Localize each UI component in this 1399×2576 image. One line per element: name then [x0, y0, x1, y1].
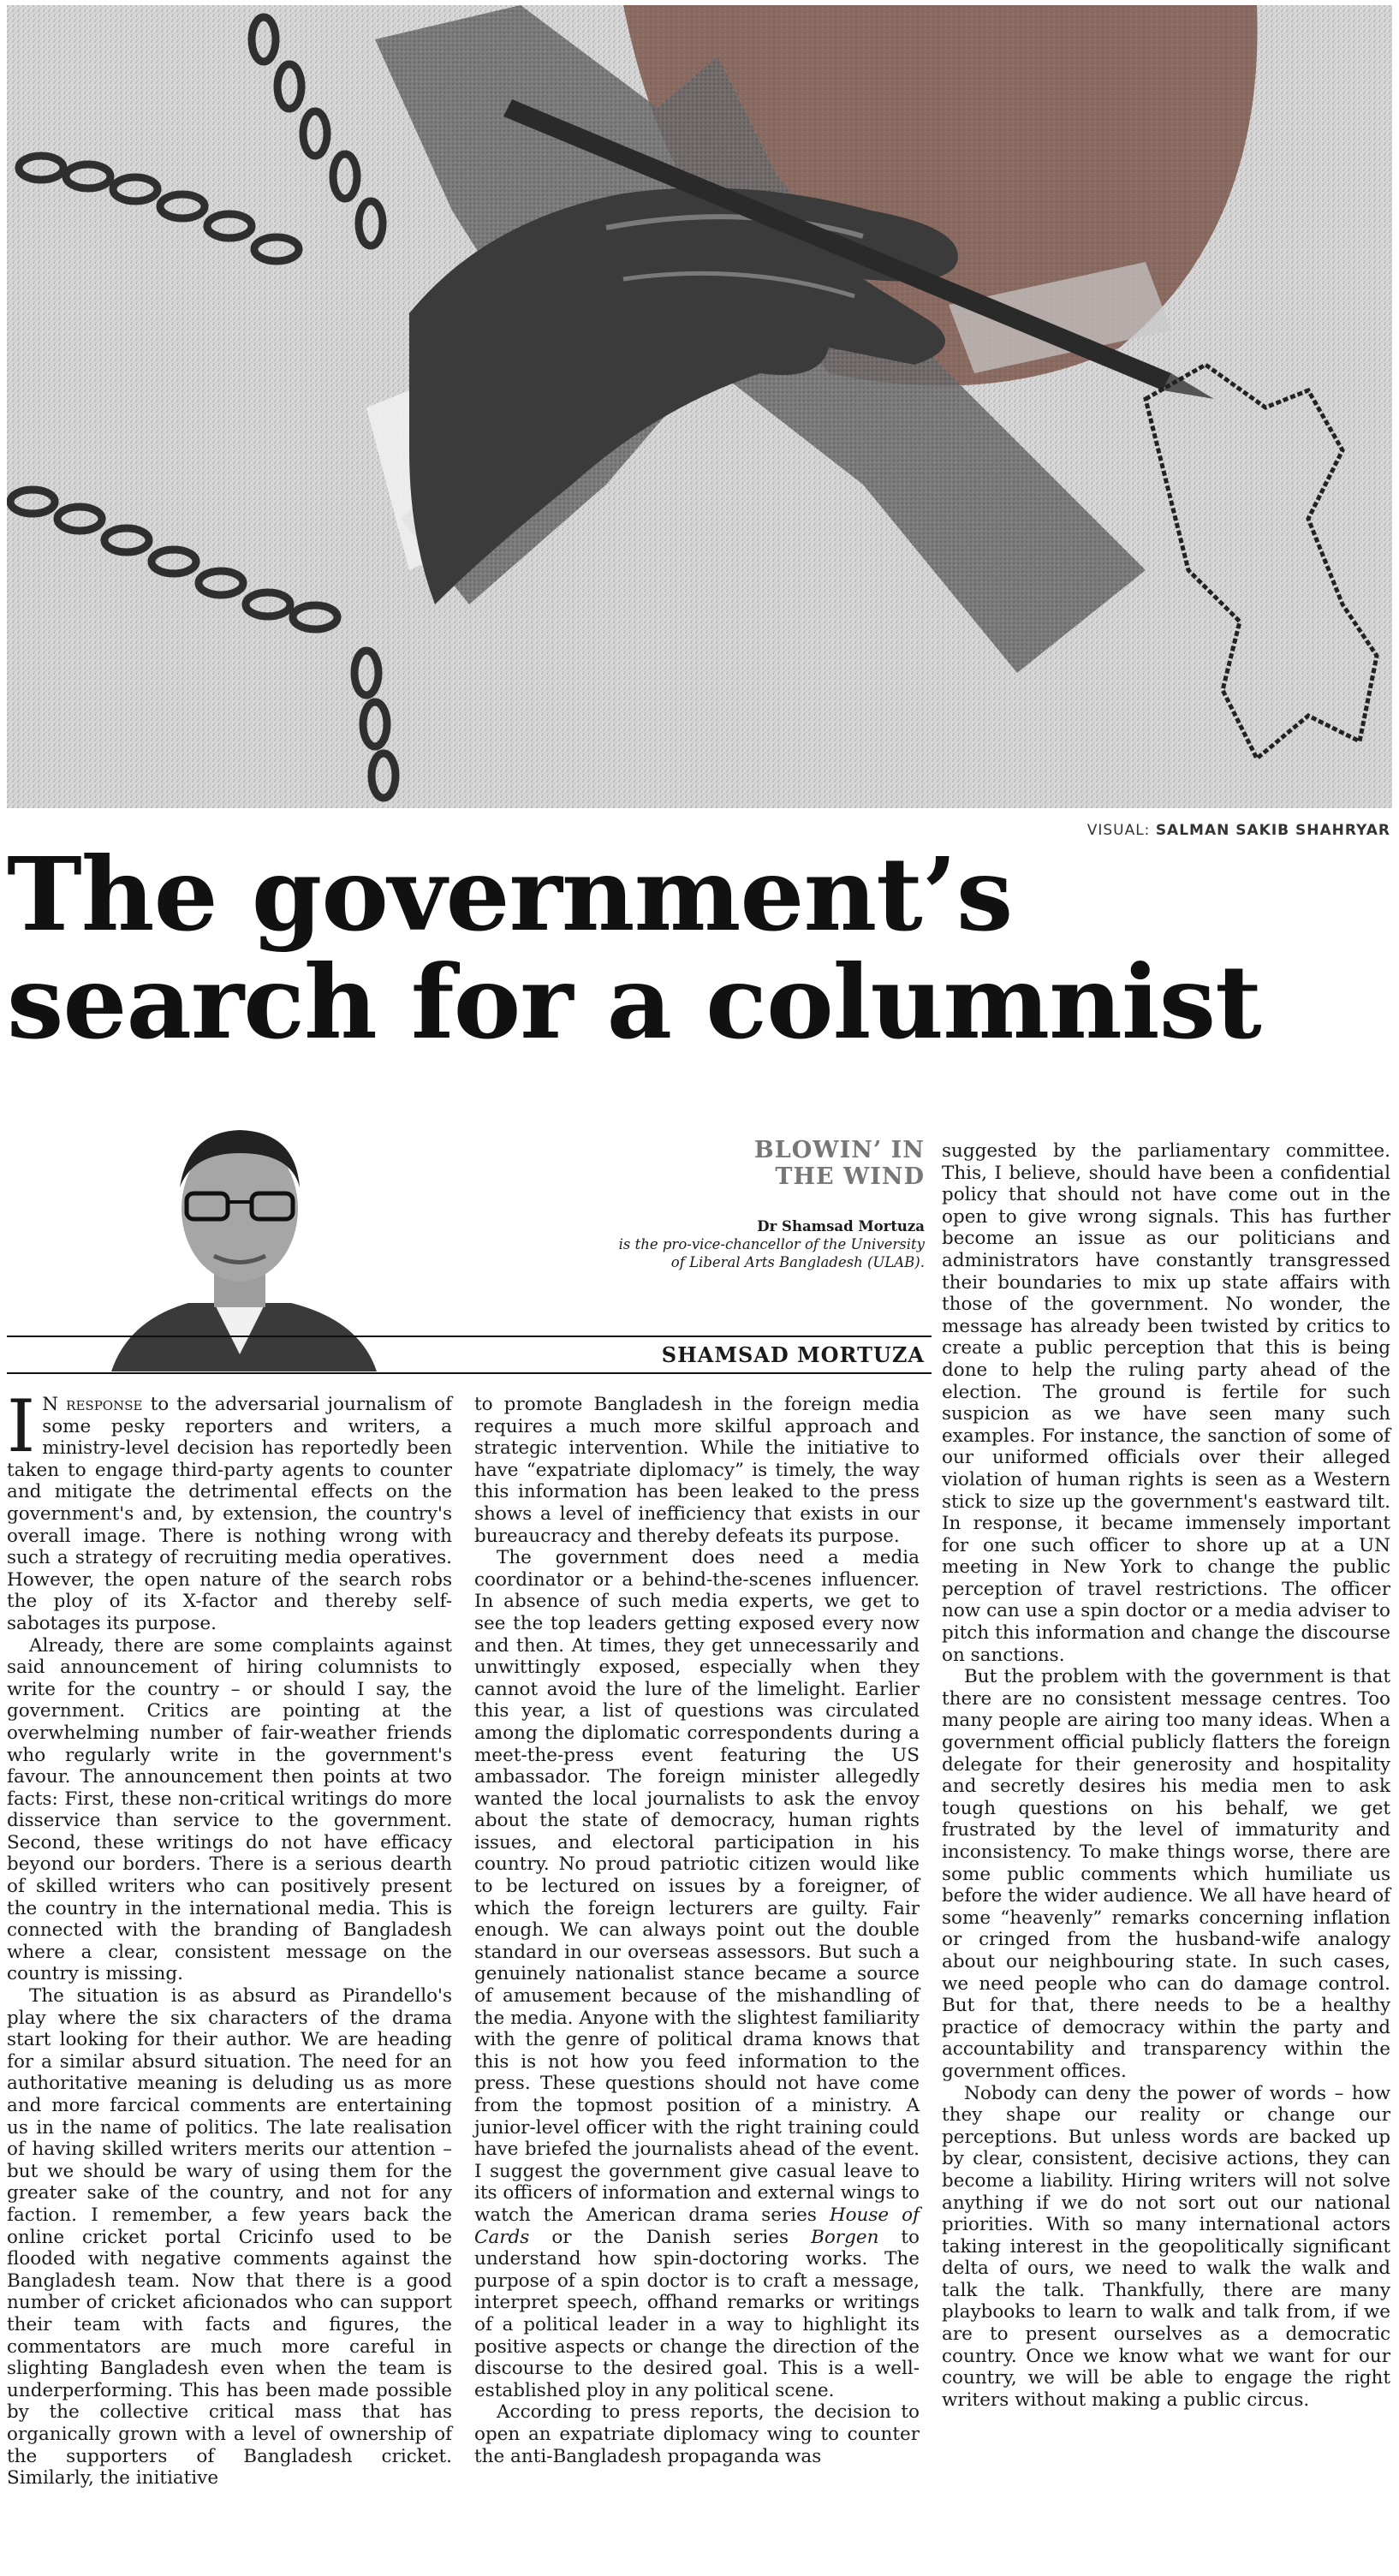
article-paragraph: suggested by the parliamentary committee. This, I believe, should have been a confidential policy that should not have come out in the open to give wrong signals. This has further become an issue as our politicians and administrators have constantly transgressed their boundaries to mix up state affairs with those of the government. No wonder, the message has already been twisted by critics to create a public perception that this is being done to help the ruling party ahead of the election. The ground is fertile for such suspicion as we have seen many such examples. For instance, the sanction of some of our uniformed officials over their alleged violation of human rights is seen as a Western stick to size up the government's eastward tilt. In response, it became immensely important for one such officer to shore up at a UN meeting in New York to change the public perception of travel restrictions. The officer now can use a spin doctor or a media adviser to pitch this information and change the discourse on sanctions. — [942, 1140, 1390, 1666]
lead-in: N response — [42, 1394, 143, 1415]
column-name-line-1: BLOWIN’ IN — [753, 1137, 925, 1163]
byline: SHAMSAD MORTUZA — [661, 1342, 925, 1367]
article-column-2 — [474, 1394, 920, 2467]
credit-name: SALMAN SAKIB SHAHRYAR — [1155, 822, 1390, 839]
series-title: House of Cards — [474, 2204, 920, 2248]
column-name-line-2: THE WIND — [775, 1163, 925, 1190]
article-paragraph — [7, 1384, 452, 1635]
column-name — [668, 1137, 925, 1190]
paragraph-text: The government does need a media coordinator or a behind-the-scenes influencer. In absence of such media experts, we get to see the top leaders getting exposed every now and then. At times, they get unnecessarily and unwittingly exposed, especially when they cannot avoid the lure of the limelight. Earlier this year, a list of questions was circulated among the diplomatic correspondents during a meet-the-press event featuring the US ambassador. The foreign minister allegedly wanted the local journalists to ask the envoy about the state of democracy, human rights issues, and electoral participation in his country. No proud patriotic citizen would like to be lectured on issues by a foreigner, of which the foreign lecturers are guilty. Fair enough. We can always point out the double standard in our overseas assessors. But such a genuinely nationalist stance became a source of amusement because of the mishandling of the media. Anyone with the slightest familiarity with the genre of political drama knows that this is not how you feed information to the press. These questions should not have come from the topmost position of a ministry. A junior-level officer with the right training could have briefed the journalists ahead of the event. I suggest the government give casual leave to its officers of information and external wings to watch the American drama series — [474, 1547, 920, 2226]
hero-illustration — [7, 5, 1392, 808]
byline-rule-top — [7, 1336, 932, 1337]
article-paragraph: Nobody can deny the power of words – how they shape our reality or change our perceptions. But unless words are backed up by clear, consistent, decisive actions, they can become a liability. Hiring writers will not solve anything if we do not sort out our national priorities. With so many international actors taking interest in the geopolitically significant delta of ours, we need to walk the walk and talk the talk. Thankfully, there are many playbooks to learn to walk and talk from, if we are to present ourselves as a democratic country. Once we know what we want for our country, we will be able to engage the right writers without making a public circus. — [942, 2082, 1390, 2411]
article-paragraph: Already, there are some complaints against said announcement of hiring columnists to write for the country – or should I say, the government. Critics are pointing at the overwhelming number of fair-weather friends who regularly write in the government's favour. The announcement then points at two facts: First, these non-critical writings do more disservice than service to the government. Second, these writings do not have efficacy beyond our borders. There is a serious dearth of skilled writers who can positively present the country in the international media. This is connected with the branding of Bangladesh where a clear, consistent message on the country is missing. — [7, 1634, 452, 1985]
headline — [7, 835, 1394, 1062]
author-bio — [616, 1217, 925, 1271]
paragraph-text: or the Danish series — [529, 2226, 812, 2248]
collage-artwork — [7, 5, 1392, 808]
series-title: Borgen — [811, 2226, 879, 2248]
article-column-1 — [7, 1384, 452, 2490]
article-paragraph: The situation is as absurd as Pirandello's play where the six characters of the drama start looking for their author. We are heading for a similar absurd situation. The need for an authoritative meaning is deluding us as more and more farcical comments are entertaining us in the name of politics. The late realisation of having skilled writers merits our attention – but we should be wary of using them for the greater sake of the country, and not for any faction. I remember, a few years back the online cricket portal Cricinfo used to be flooded with negative comments against the Bangladesh team. Now that there is a good number of cricket aficionados who can support their team with facts and figures, the commentators are much more careful in slighting Bangladesh even when the team is underperforming. This has been made possible by the collective critical mass that has organically grown with a level of ownership of the supporters of Bangladesh cricket. Similarly, the initiative — [7, 1985, 452, 2490]
paragraph-text: to the adversarial journalism of some pesky reporters and writers, a ministry-level decision has reportedly been taken to engage third-party agents to counter and mitigate the detrimental effects on the government's and, by extension, the country's overall image. There is nothing wrong with such a strategy of recruiting media operatives. However, the open nature of the search robs the ploy of its X-factor and thereby self-sabotages its purpose. — [7, 1394, 452, 1634]
author-portrait — [86, 1106, 394, 1371]
headline-line-1: The government’s — [7, 835, 1013, 954]
article-paragraph: But the problem with the government is that there are no consistent message centres. Too many people are airing too many ideas. When a government official publicly flatters the foreign delegate for their generosity and hospitality and secretly desires his media men to ask tough questions on his behalf, we get frustrated by the level of immaturity and inconsistency. To make things worse, there are some public comments which humiliate us before the wider audience. We all have heard of some “heavenly” remarks concerning inflation or cringed from the husband-wife analogy about our neighbouring state. In such cases, we need people who can do damage control. But for that, there needs to be a healthy practice of democracy within the party and accountability and transparency within the government offices. — [942, 1666, 1390, 2082]
article-paragraph: According to press reports, the decision to open an expatriate diplomacy wing to counter the anti-Bangladesh propaganda was — [474, 2401, 920, 2467]
author-bio-name: Dr Shamsad Mortuza — [757, 1218, 925, 1234]
article-column-3 — [942, 1140, 1390, 2411]
paragraph-text: to understand how spin-doctoring works. The purpose of a spin doctor is to craft a message, interpret speech, offhand remarks or writings of a political leader in a way to highlight its positive aspects or change the direction of the discourse to the desired goal. This is a well-established ploy in any political scene. — [474, 2226, 920, 2401]
headline-line-2: search for a columnist — [7, 943, 1261, 1062]
article-paragraph — [474, 1547, 920, 2401]
author-bio-text: is the pro-vice-chancellor of the University of Liberal Arts Bangladesh (ULAB). — [618, 1236, 925, 1270]
author-photo — [86, 1106, 394, 1371]
byline-rule-bottom — [7, 1372, 932, 1374]
drop-cap: I — [7, 1384, 36, 1468]
article-paragraph: to promote Bangladesh in the foreign media requires a much more skilful approach and strategic intervention. While the initiative to have “expatriate diplomacy” is timely, the way this information has been leaked to the press shows a level of inefficiency that exists in our bureaucracy and thereby defeats its purpose. — [474, 1394, 920, 1547]
illustration-credit — [1087, 822, 1390, 839]
credit-label: VISUAL: — [1086, 822, 1151, 839]
